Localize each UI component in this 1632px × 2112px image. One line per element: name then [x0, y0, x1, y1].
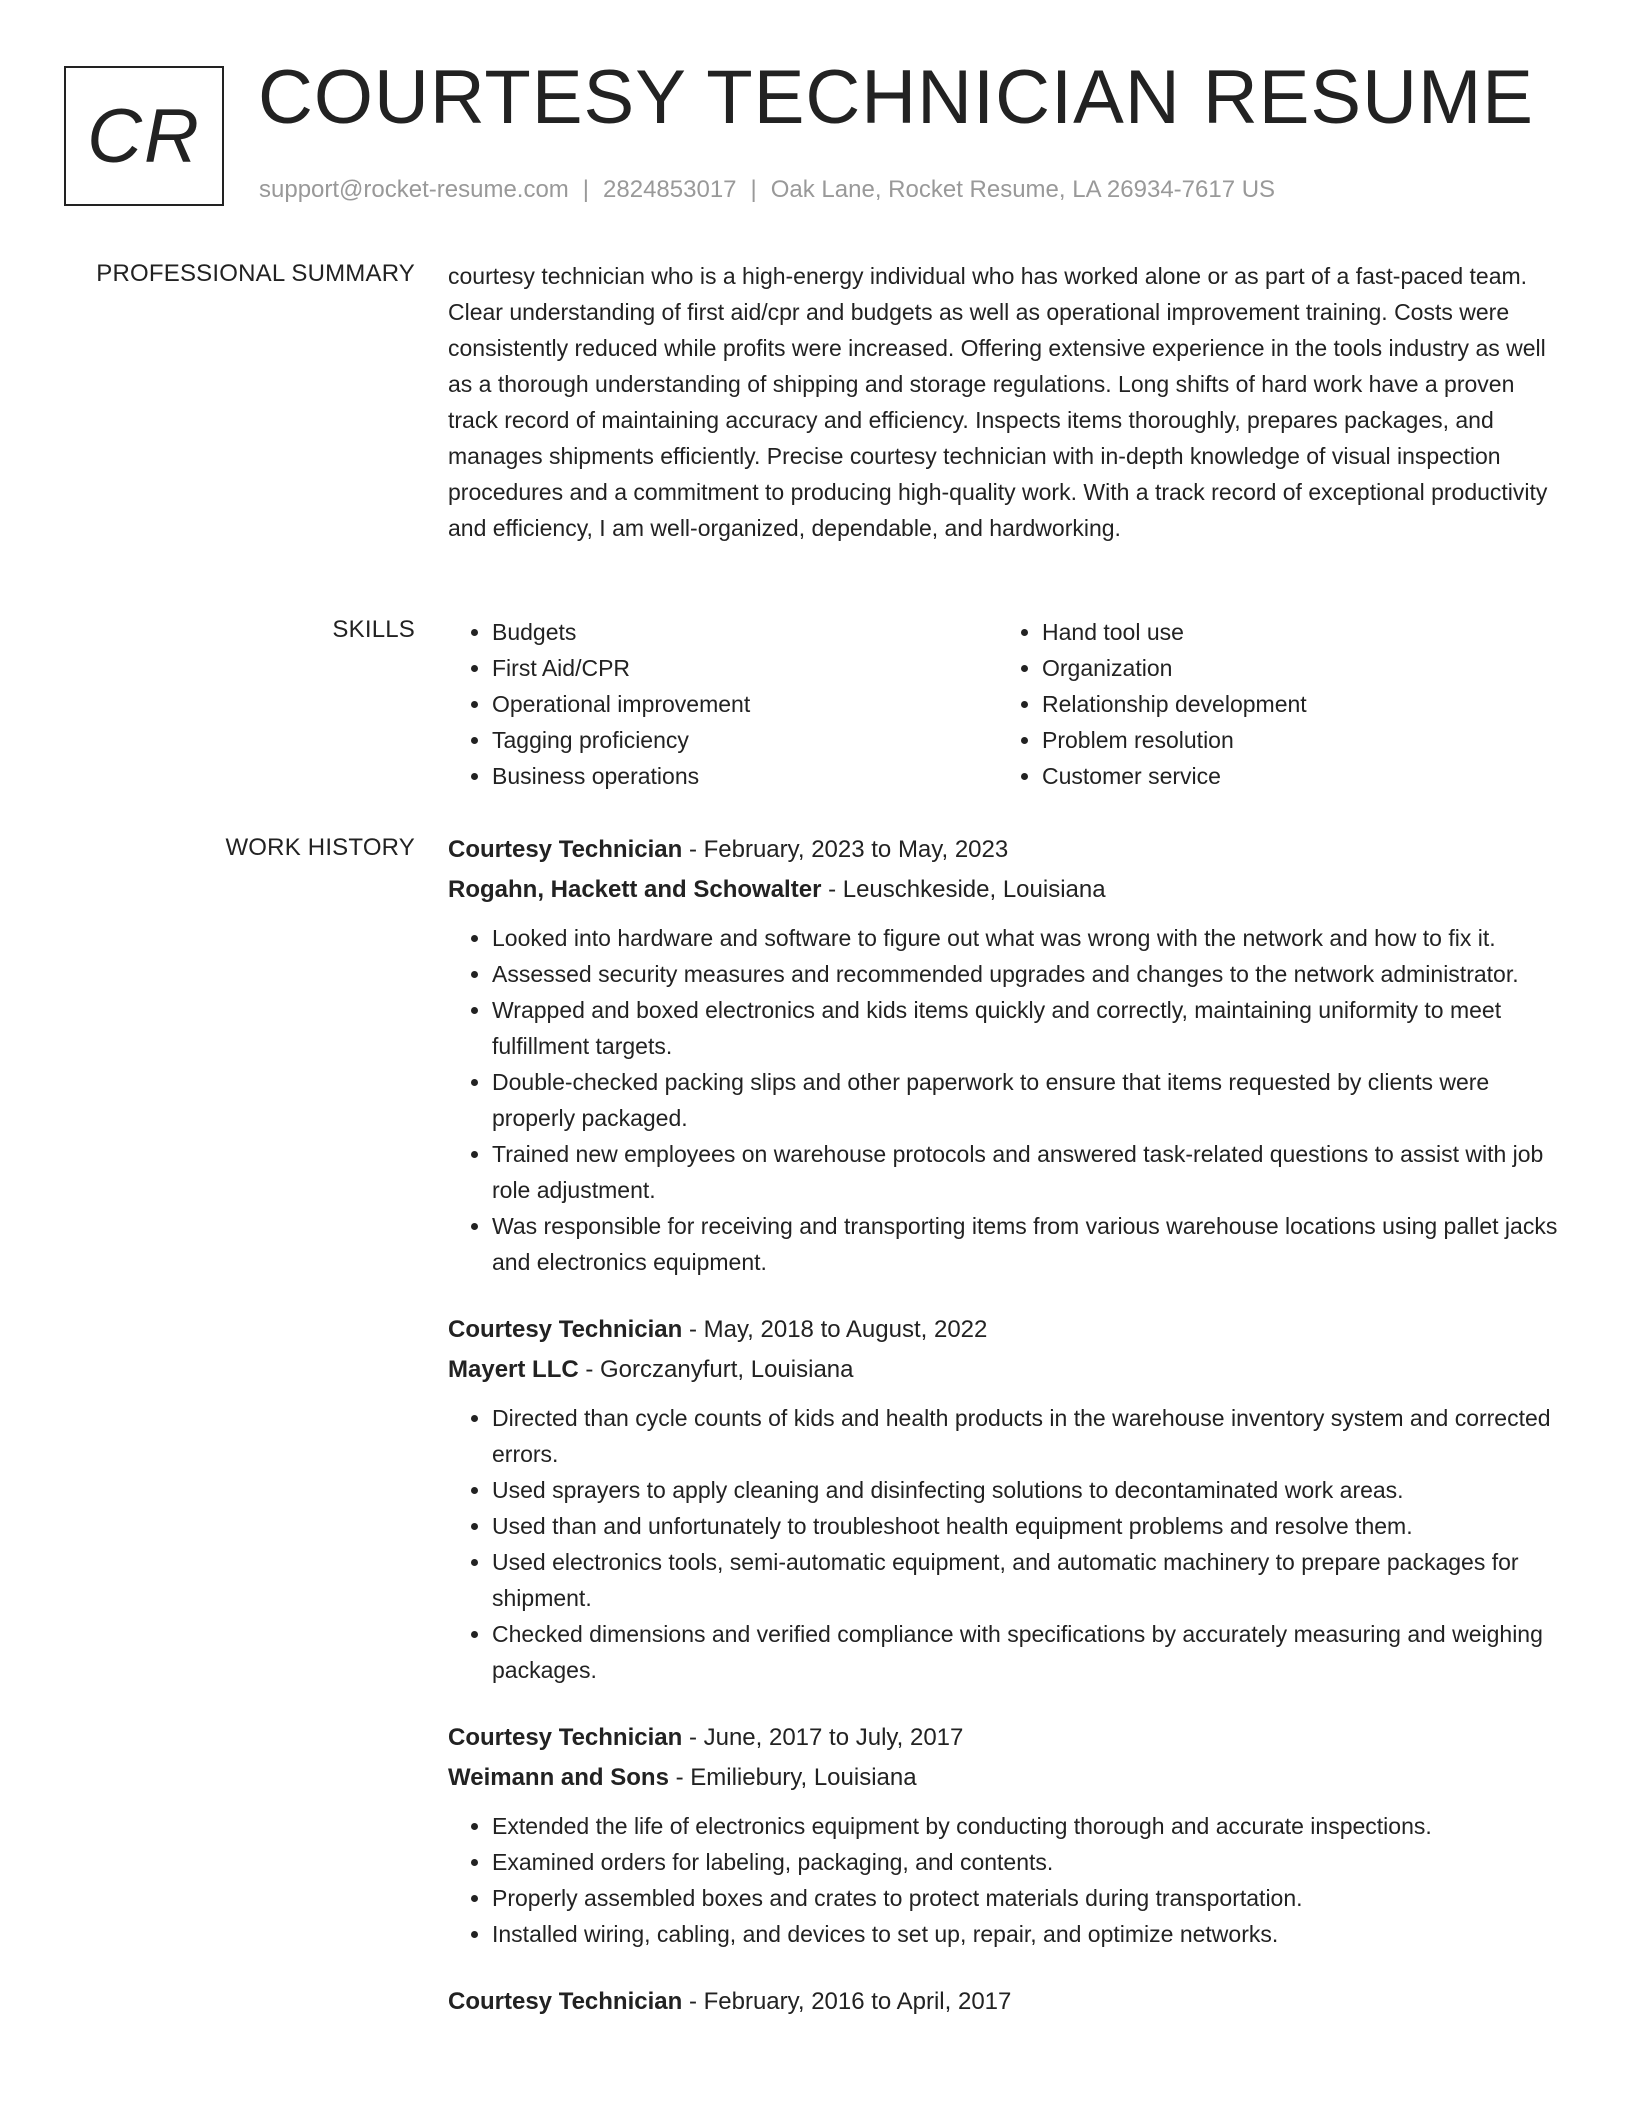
job-bullets	[448, 920, 1568, 1280]
job-bullets	[448, 1400, 1568, 1688]
job-bullet: • Looked into hardware and software to figure out what was wrong with the network and how to fix it.	[492, 920, 1568, 956]
job-dash: -	[682, 1988, 704, 2015]
skill-item: • Relationship development	[1042, 686, 1548, 722]
skill-item: • Business operations	[492, 758, 998, 794]
skills-body	[448, 614, 1568, 794]
skills-list-right	[998, 614, 1548, 794]
skills-heading: SKILLS	[332, 616, 415, 643]
contact-line	[259, 176, 1275, 204]
job-entry	[448, 1982, 1568, 2022]
contact-separator: |	[582, 176, 590, 203]
job-title: Courtesy Technician	[448, 1316, 683, 1343]
contact-address: Oak Lane, Rocket Resume, LA 26934-7617 US	[770, 176, 1276, 203]
job-company: Weimann and Sons	[448, 1764, 669, 1791]
job-bullet: • Was responsible for receiving and transporting items from various warehouse locations using pallet jacks and electronics equipment.	[492, 1208, 1568, 1280]
job-bullet: • Examined orders for labeling, packaging, and contents.	[492, 1844, 1568, 1880]
job-bullet: • Used electronics tools, semi-automatic equipment, and automatic machinery to prepare packages for shipment.	[492, 1544, 1568, 1616]
contact-phone: 2824853017	[603, 176, 737, 203]
work-body	[448, 830, 1568, 2052]
job-company: Rogahn, Hackett and Schowalter	[448, 876, 822, 903]
job-dash: -	[682, 836, 704, 863]
job-bullet: • Wrapped and boxed electronics and kids items quickly and correctly, maintaining uniformity to meet fulfillment targets.	[492, 992, 1568, 1064]
skill-item: • Hand tool use	[1042, 614, 1548, 650]
resume-title: COURTESY TECHNICIAN RESUME	[258, 55, 1534, 140]
job-company-line	[448, 870, 1568, 910]
job-company-line	[448, 1758, 1568, 1798]
job-dates: May, 2018 to August, 2022	[703, 1316, 988, 1343]
job-bullets	[448, 1808, 1568, 1952]
contact-separator: |	[750, 176, 757, 203]
contact-email: support@rocket-resume.com	[259, 176, 569, 203]
job-location: Leuschkeside, Louisiana	[842, 876, 1106, 903]
summary-text: courtesy technician who is a high-energy individual who has worked alone or as part of a fast-paced team. Clear understanding of first aid/cpr and budgets as well as operational improvement training. Costs were consistently reduced while profits were increased. Offering extensive experience in the tools industry as well as a thorough understanding of shipping and storage regulations. Long shifts of hard work have a proven track record of maintaining accuracy and efficiency. Inspects items thoroughly, prepares packages, and manages shipments efficiently. Precise courtesy technician with in-depth knowledge of visual inspection procedures and a commitment to producing high-quality work. With a track record of exceptional productivity and efficiency, I am well-organized, dependable, and hardworking.	[448, 263, 1548, 541]
skill-item: • First Aid/CPR	[492, 650, 998, 686]
job-dates: June, 2017 to July, 2017	[703, 1724, 964, 1751]
job-company: Mayert LLC	[448, 1356, 579, 1383]
job-dash: -	[668, 1764, 691, 1791]
job-dash: -	[682, 1316, 704, 1343]
skill-item: • Customer service	[1042, 758, 1548, 794]
job-entry	[448, 1718, 1568, 1952]
job-location: Gorczanyfurt, Louisiana	[600, 1356, 854, 1383]
work-heading: WORK HISTORY	[225, 834, 415, 861]
job-dash: -	[821, 876, 843, 903]
job-title: Courtesy Technician	[448, 1724, 683, 1751]
job-entry	[448, 1310, 1568, 1688]
job-company-line	[448, 1350, 1568, 1390]
job-entry	[448, 830, 1568, 1280]
summary-heading: PROFESSIONAL SUMMARY	[96, 260, 415, 287]
job-bullet: • Assessed security measures and recommended upgrades and changes to the network administrator.	[492, 956, 1568, 992]
job-bullet: • Directed than cycle counts of kids and health products in the warehouse inventory system and corrected errors.	[492, 1400, 1568, 1472]
skills-list-left	[448, 614, 998, 794]
job-dash: -	[682, 1724, 704, 1751]
job-bullet: • Extended the life of electronics equipment by conducting thorough and accurate inspections.	[492, 1808, 1568, 1844]
job-title-line	[448, 1310, 1568, 1350]
skill-item: • Tagging proficiency	[492, 722, 998, 758]
job-dash: -	[578, 1356, 601, 1383]
job-title-line	[448, 1718, 1568, 1758]
job-bullet: • Trained new employees on warehouse protocols and answered task-related questions to assist with job role adjustment.	[492, 1136, 1568, 1208]
monogram-initials: CR	[87, 93, 201, 179]
skill-item: • Organization	[1042, 650, 1548, 686]
job-title: Courtesy Technician	[448, 836, 683, 863]
monogram-box	[64, 66, 224, 206]
job-bullet: • Installed wiring, cabling, and devices to set up, repair, and optimize networks.	[492, 1916, 1568, 1952]
job-title: Courtesy Technician	[448, 1988, 683, 2015]
job-title-line	[448, 1982, 1568, 2022]
skill-item: • Budgets	[492, 614, 998, 650]
job-dates: February, 2016 to April, 2017	[703, 1988, 1012, 2015]
job-bullet: • Used than and unfortunately to troubleshoot health equipment problems and resolve them.	[492, 1508, 1568, 1544]
job-location: Emiliebury, Louisiana	[690, 1764, 917, 1791]
skill-item: • Problem resolution	[1042, 722, 1548, 758]
skills-grid	[448, 614, 1568, 794]
job-title-line	[448, 830, 1568, 870]
job-bullet: • Properly assembled boxes and crates to protect materials during transportation.	[492, 1880, 1568, 1916]
summary-body	[448, 258, 1568, 546]
skill-item: • Operational improvement	[492, 686, 998, 722]
job-bullet: • Checked dimensions and verified compliance with specifications by accurately measuring and weighing packages.	[492, 1616, 1568, 1688]
job-bullet: • Used sprayers to apply cleaning and disinfecting solutions to decontaminated work areas.	[492, 1472, 1568, 1508]
job-bullet: • Double-checked packing slips and other paperwork to ensure that items requested by clients were properly packaged.	[492, 1064, 1568, 1136]
job-dates: February, 2023 to May, 2023	[703, 836, 1009, 863]
